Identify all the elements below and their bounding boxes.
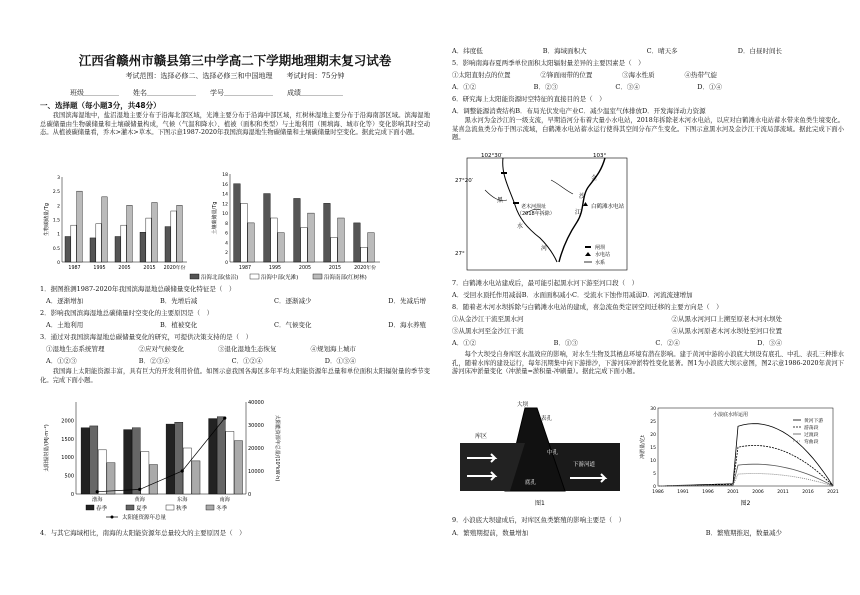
fig2-xtick: 2011	[777, 490, 789, 495]
bio-bar	[96, 224, 102, 262]
solar-bar	[183, 448, 191, 494]
fig2-xtick: 1996	[702, 490, 714, 495]
q3-item-3: ③退化湿地生态恢复	[218, 345, 277, 353]
river-map	[455, 150, 635, 275]
soil-ytick: 0	[225, 261, 228, 266]
carbon-charts	[40, 170, 400, 282]
legend-river: 水系	[595, 260, 606, 266]
q3-option-c[interactable]: C．①②④	[231, 357, 263, 365]
intro-3: 黑水河为金沙江的一级支流，早期沿河分布着大量小水电站，2018年拆除老木河水电站，以应对白鹤滩水电站蓄水带来鱼类生境变化。某喜急流鱼类分布于图示流域，白鹤滩水电站蓄水运行使得其空间分布产生变化。下图示意黑水河及金沙江干流局部流域。据此完成下面小题。	[452, 117, 844, 142]
soil-bar	[361, 247, 368, 262]
solar-bar	[132, 428, 140, 494]
solar-total-line	[97, 418, 225, 492]
q3-option-a[interactable]: A．①②③	[46, 357, 77, 365]
solar-y2tick: 20000	[248, 446, 264, 452]
solar-total-point	[138, 488, 141, 491]
q2-stem: 2．影响我国滨海湿地总碳储量时空变化的主要原因是（ ）	[40, 309, 214, 317]
soil-bar	[354, 223, 361, 262]
dam-year-label: （2018年拆除）	[517, 211, 555, 217]
soil-xtick: 1995	[268, 266, 282, 271]
fig2-legend-label: 弯曲段	[804, 440, 819, 445]
solar-bar	[217, 417, 225, 494]
q8-option-b[interactable]: B．①③	[553, 339, 578, 347]
solar-legend-swatch	[86, 505, 94, 510]
map-label-sha: 沙	[579, 193, 586, 200]
bio-bar	[65, 237, 71, 263]
solar-bar	[166, 424, 174, 494]
fig2-xtick: 1991	[677, 490, 689, 495]
soil-ytick: 16	[222, 182, 228, 188]
legend-swatch-north	[190, 274, 199, 279]
solar-bar	[192, 461, 200, 494]
q7-stem: 7．白鹤滩水电站建成后，最可能引起黑水河下游至河口段（ ）	[452, 279, 639, 287]
fig2-xtick: 2006	[752, 490, 764, 495]
q3-item-4: ④规划海上城市	[310, 345, 356, 353]
solar-bar	[98, 450, 106, 494]
q6-stem: 6．研究海上太阳能资源时空特征的直接目的是（ ）	[452, 95, 606, 103]
dam-label: 老木河坝址	[521, 204, 547, 210]
bio-carbon-chart	[43, 175, 187, 271]
fig1-mid-label: 中孔	[547, 450, 559, 456]
soil-xtick: 2020年份	[354, 266, 376, 271]
soil-bar	[264, 194, 271, 262]
fig1-downstream-label: 下游河道	[573, 462, 596, 468]
soil-ytick: 12	[222, 202, 228, 208]
q8-item-1: ①从金沙江干流至黑水河	[452, 315, 524, 323]
legend-swatch-mid	[250, 274, 259, 279]
legend-dam: 闸坝	[595, 245, 606, 251]
q9-options	[452, 528, 782, 537]
fig2-xtick: 1986	[652, 490, 664, 495]
solar-ytick: 1500	[61, 436, 74, 443]
fig1-caption: 图1	[535, 500, 545, 507]
soil-bar	[234, 184, 241, 262]
station-label: 白鹤滩水电站	[591, 204, 625, 210]
q8-items-row1	[452, 314, 782, 323]
fig2-legend-label: 过渡段	[804, 433, 819, 438]
q7-options[interactable]: A．受回水顶托作用减弱B．水面面积减小C．受流水下蚀作用减弱D．河流流速增加	[452, 291, 693, 299]
bio-bar	[115, 237, 121, 263]
fig1-reservoir-label: 库区	[475, 433, 488, 440]
solar-total-point	[96, 490, 99, 493]
legend-12	[190, 273, 367, 281]
soil-bar	[278, 233, 285, 262]
q8-option-d[interactable]: D．③④	[757, 339, 782, 347]
q8-items-row2	[452, 326, 782, 335]
q2-options	[46, 320, 426, 329]
q2-option-b[interactable]: B．植被变化	[159, 321, 198, 329]
q8-options	[452, 338, 782, 347]
q4-option-d[interactable]: D．白昼时间长	[737, 47, 782, 55]
bio-ytick: 3	[57, 176, 60, 181]
soil-ytick: 10	[222, 212, 228, 218]
legend-north: 沿海北部(盐沼)	[201, 275, 239, 281]
soil-bar	[271, 218, 278, 262]
soil-ytick: 14	[222, 192, 228, 198]
q9-option-b[interactable]: B．繁殖期推迟，数量减少	[705, 529, 782, 537]
fig1-bottom-label: 底孔	[525, 480, 537, 486]
map-label-jin: 金	[591, 175, 598, 182]
bio-bar	[77, 191, 83, 262]
solar-legend-label: 春季	[96, 506, 108, 512]
dam-marker-1	[501, 172, 507, 174]
solar-total-point	[223, 417, 226, 420]
bio-ytick: 1.5	[52, 218, 60, 224]
soil-bar	[248, 223, 255, 262]
q8-item-3: ③从黑水河至金沙江干流	[452, 327, 524, 335]
q5-item-4: ④热带气旋	[684, 71, 717, 79]
solar-ytick: 2000	[61, 418, 74, 425]
q4-option-c[interactable]: C．晴天多	[646, 47, 678, 55]
q8-option-a[interactable]: A．①②	[452, 339, 477, 347]
q1-option-b[interactable]: B．先增后减	[159, 297, 198, 305]
map-lat-2: 27°	[455, 251, 465, 257]
q1-options	[46, 296, 426, 305]
soil-ytick: 6	[225, 231, 228, 237]
q9-option-a[interactable]: A．繁殖期提前，数量增加	[452, 529, 529, 537]
page-title: 江西省赣州市赣县第三中学高二下学期地理期末复习试卷	[78, 53, 392, 68]
soil-xtick: 2015	[328, 266, 342, 271]
legend-mid: 沿海中部(光滩)	[261, 275, 299, 281]
map-lat-1: 27°20′	[455, 178, 473, 184]
soil-ytick: 2	[225, 251, 228, 257]
solar-y2tick: 10000	[248, 469, 264, 475]
soil-xtick: 2005	[298, 266, 312, 271]
q5-option-a[interactable]: A．①②	[452, 83, 477, 91]
bio-bar	[177, 205, 183, 262]
q5-options	[452, 82, 722, 91]
bio-xtick: 1995	[93, 266, 106, 271]
solar-legend-label: 冬季	[216, 506, 228, 512]
fig2-ylabel: 冲淤量/亿t	[640, 435, 646, 459]
bio-bar	[146, 218, 152, 262]
bio-xtick: 2020年份	[163, 266, 186, 271]
soil-bar	[308, 213, 315, 262]
q8-option-c[interactable]: C．②④	[655, 339, 680, 347]
student-fields: 班级＿＿＿＿＿ 姓名＿＿＿＿＿＿＿ 学号＿＿＿＿＿＿＿ 成绩＿＿＿＿＿＿	[70, 89, 343, 97]
q3-item-1: ①湿地生态系统管理	[46, 345, 105, 353]
map-lon-2: 103°	[593, 153, 607, 159]
fig2-caption: 图2	[740, 500, 751, 507]
fig2-note: 小浪底水库运用	[713, 412, 749, 418]
q5-option-d[interactable]: D．①④	[697, 83, 722, 91]
scour-chart	[636, 398, 841, 510]
q1-option-d[interactable]: D．先减后增	[388, 297, 426, 305]
solar-xtick: 南海	[219, 497, 230, 503]
fig2-legend-label: 游荡段	[804, 426, 819, 431]
bio-ytick: 0.5	[52, 246, 60, 252]
q1-option-a[interactable]: A．逐渐增加	[46, 297, 84, 305]
solar-total-point	[181, 469, 184, 472]
bio-bar	[90, 238, 96, 262]
solar-ylabel: 太阳辐射量/(MJ·m⁻²)	[44, 424, 50, 472]
q3-option-d[interactable]: D．①③④	[324, 357, 356, 365]
q1-stem: 1．据图推测1987-2020年我国滨海湿地总碳储量变化特征是（ ）	[40, 285, 236, 293]
intro-4: 每个大坝受自身库区水温效应的影响，对水生生物及其栖息环境有潜在影响。建于黄河中游的小浪底大坝设有底孔、中孔、表孔三种排水孔，随着水库的建设运行，每年汛期集中向下游排沙，下游河床冲淤特性变化显著。图1为小浪底大坝示意图，图2示意1986-2020年黄河下游河床冲淤量变化（冲淤量=淤积量-冲刷量）。据此完成下面小题。	[452, 351, 844, 376]
fig2-legend-label: 黄河下游	[804, 419, 824, 424]
q3-option-b[interactable]: B．②③④	[138, 357, 170, 365]
solar-xtick: 东海	[177, 497, 188, 503]
q5-items	[452, 70, 717, 79]
dam-figure	[455, 398, 625, 510]
fig2-ytick: 30	[650, 407, 656, 412]
q5-stem: 5．影响南海春夏两季单位面积太阳辐射量差异的主要因素是（ ）	[452, 59, 645, 67]
bio-xtick: 2005	[118, 266, 131, 271]
solar-legend-label: 秋季	[176, 506, 188, 512]
solar-ytick: 500	[64, 473, 74, 480]
q3-item-2: ②应对气候变化	[138, 345, 184, 353]
q1-option-c[interactable]: C．逐渐减少	[274, 297, 312, 305]
map-label-hei: 黑	[497, 197, 504, 204]
q5-option-b[interactable]: B．②③	[533, 83, 558, 91]
legend-south: 沿海南部(红树林)	[324, 275, 367, 281]
bio-ylabel: 生物碳储量/Tg	[44, 203, 50, 236]
solar-legend-swatch	[166, 505, 174, 510]
bio-bar	[140, 232, 146, 262]
map-label-shui: 水	[517, 223, 524, 230]
solar-ytick: 1000	[61, 455, 74, 462]
map-label-he: 河	[541, 245, 548, 252]
q2-option-d[interactable]: D．海水养殖	[388, 321, 426, 329]
solar-bar	[141, 452, 149, 494]
q5-item-3: ③海水性质	[622, 71, 655, 79]
q8-item-4: ④从黑水河原老木河水坝处至河口位置	[671, 327, 782, 335]
fig2-ytick: 10	[650, 459, 656, 464]
solar-bar	[124, 430, 132, 494]
soil-ylabel: 土壤碳储量/Tg	[212, 201, 218, 235]
solar-xtick: 渤海	[92, 497, 103, 503]
solar-y2label: 太阳能资源年总量/(10⁸kW·h)	[274, 414, 280, 482]
solar-bar	[234, 441, 242, 494]
fig2-xtick: 2001	[727, 490, 739, 495]
dam-marker-2	[513, 202, 519, 204]
soil-bar	[368, 233, 375, 262]
solar-legend-label: 夏季	[136, 506, 148, 512]
solar-y2tick: 0	[248, 492, 252, 498]
fig2-xtick: 2016	[802, 490, 814, 495]
bio-ytick: 2	[57, 204, 60, 210]
map-lon-1: 102°30′	[481, 153, 503, 159]
q3-options	[46, 356, 356, 365]
q8-stem: 8．随着老木河水坝拆除与白鹤滩水电站的建成，喜急流鱼类定居空间迁移的主要方向是（ ）	[452, 303, 723, 311]
solar-xtick: 黄海	[134, 497, 145, 503]
q3-stem: 3．通过对我国滨海湿地总碳储量变化的研究，可提供决策支持的是（ ）	[40, 333, 253, 341]
solar-bar	[107, 463, 115, 494]
q4-option-a[interactable]: A．纬度低	[452, 47, 483, 55]
fig2-ytick: 20	[650, 433, 656, 438]
bio-bar	[121, 225, 127, 262]
bio-bar	[102, 197, 108, 262]
legend-swatch-south	[313, 274, 322, 279]
bio-xtick: 1987	[68, 266, 81, 271]
soil-carbon-chart	[211, 172, 380, 271]
bio-ytick: 1	[57, 232, 60, 238]
soil-bar	[331, 238, 338, 262]
map-label-jiang: 江	[575, 209, 582, 216]
fig2-ytick: 5	[653, 472, 656, 477]
q5-item-1: ①太阳直射点的位置	[452, 71, 511, 79]
q3-items	[46, 344, 356, 353]
solar-bar	[226, 431, 234, 494]
q8-item-2: ②从黑水河河口上溯至原老木河水坝处	[671, 315, 782, 323]
solar-y2tick: 40000	[248, 400, 264, 406]
soil-bar	[301, 228, 308, 262]
fig1-surface-label: 表孔	[541, 416, 553, 422]
section-heading: 一、选择题（每小题3分，共48分）	[40, 101, 161, 110]
bio-bar	[71, 225, 77, 262]
soil-bar	[338, 218, 345, 262]
q6-options[interactable]: A．调整能源消费结构B．布局光伏发电产业C．减少温室气体排放D．开发海洋动力资源	[452, 107, 706, 115]
solar-chart	[40, 394, 300, 524]
q5-item-2: ②锋面雨带的位置	[540, 71, 593, 79]
q4-option-b[interactable]: B．海域面积大	[542, 47, 587, 55]
solar-legend-swatch	[206, 505, 214, 510]
bio-bar	[171, 211, 177, 262]
fig2-ytick: 15	[650, 446, 656, 451]
soil-bar	[241, 203, 248, 262]
solar-legend-swatch	[126, 505, 134, 510]
soil-ytick: 8	[225, 221, 228, 227]
solar-y2tick: 30000	[248, 423, 264, 429]
solar-bar	[149, 465, 157, 494]
q5-option-c[interactable]: C．③④	[615, 83, 640, 91]
soil-ytick: 4	[225, 241, 228, 247]
solar-legend-dot	[111, 516, 114, 519]
solar-bar	[175, 422, 183, 494]
q4-options	[452, 46, 782, 55]
intro-1: 我国滨海湿地中，盐沼湿地主要分布于沿海北部区域，光滩主要分布于沿海中部区域，红树林湿地主要分布于沿海南部区域。滨海湿地总碳储量由生物碳储量和土壤碳储量构成，气候（气温和降水）、植被（面积和类型）与土地利用（围填海、城市化等）变化影响其时空动态。从植被碳储量看，乔木>灌木>草本。下图示意1987-2020年我国滨海湿地生物碳储量和土壤碳储量时空变化。据此完成下面小题。	[40, 112, 430, 137]
q2-option-c[interactable]: C．气候变化	[274, 321, 312, 329]
q2-option-a[interactable]: A．土地利用	[46, 321, 84, 329]
fig1-dam-label: 大坝	[517, 402, 529, 408]
legend-dam-symbol	[585, 246, 591, 248]
soil-bar	[294, 198, 301, 262]
legend-station: 水电站	[595, 252, 611, 258]
q9-stem: 9．小浪底大坝建成后，对库区鱼类繁殖的影响主要是（ ）	[452, 516, 626, 524]
fig2-xtick: 2021	[827, 490, 839, 495]
exam-scope: 考试范围：选择必修二、选择必修三和中国地理 考试时间：75分钟	[125, 72, 345, 80]
soil-xtick: 1987	[238, 266, 252, 271]
bio-bar	[127, 205, 133, 262]
bio-xtick: 2015	[143, 266, 156, 271]
soil-bar	[324, 203, 331, 262]
solar-bar	[90, 426, 98, 494]
solar-ytick: 0	[70, 492, 74, 498]
bio-bar	[165, 227, 171, 262]
soil-ytick: 18	[222, 173, 228, 178]
q4-stem: 4．与其它海域相比，南海的太阳能资源年总量较大的主要原因是（ ）	[40, 529, 246, 537]
bio-ytick: 2.5	[52, 190, 60, 196]
intro-2: 我国海上太阳能资源丰富，具有巨大的开发利用价值。如图示意我国各海区多年平均太阳能资源年总量和单位面积太阳辐射量的季节变化。完成下面小题。	[40, 368, 430, 384]
solar-legend-line-label: 太阳能资源年总量	[122, 515, 167, 521]
fig2-ytick: 0	[653, 485, 656, 490]
bio-bar	[152, 203, 158, 263]
bio-ytick: 0	[57, 261, 60, 266]
solar-bar	[81, 428, 89, 494]
fig2-ytick: 25	[650, 420, 656, 425]
